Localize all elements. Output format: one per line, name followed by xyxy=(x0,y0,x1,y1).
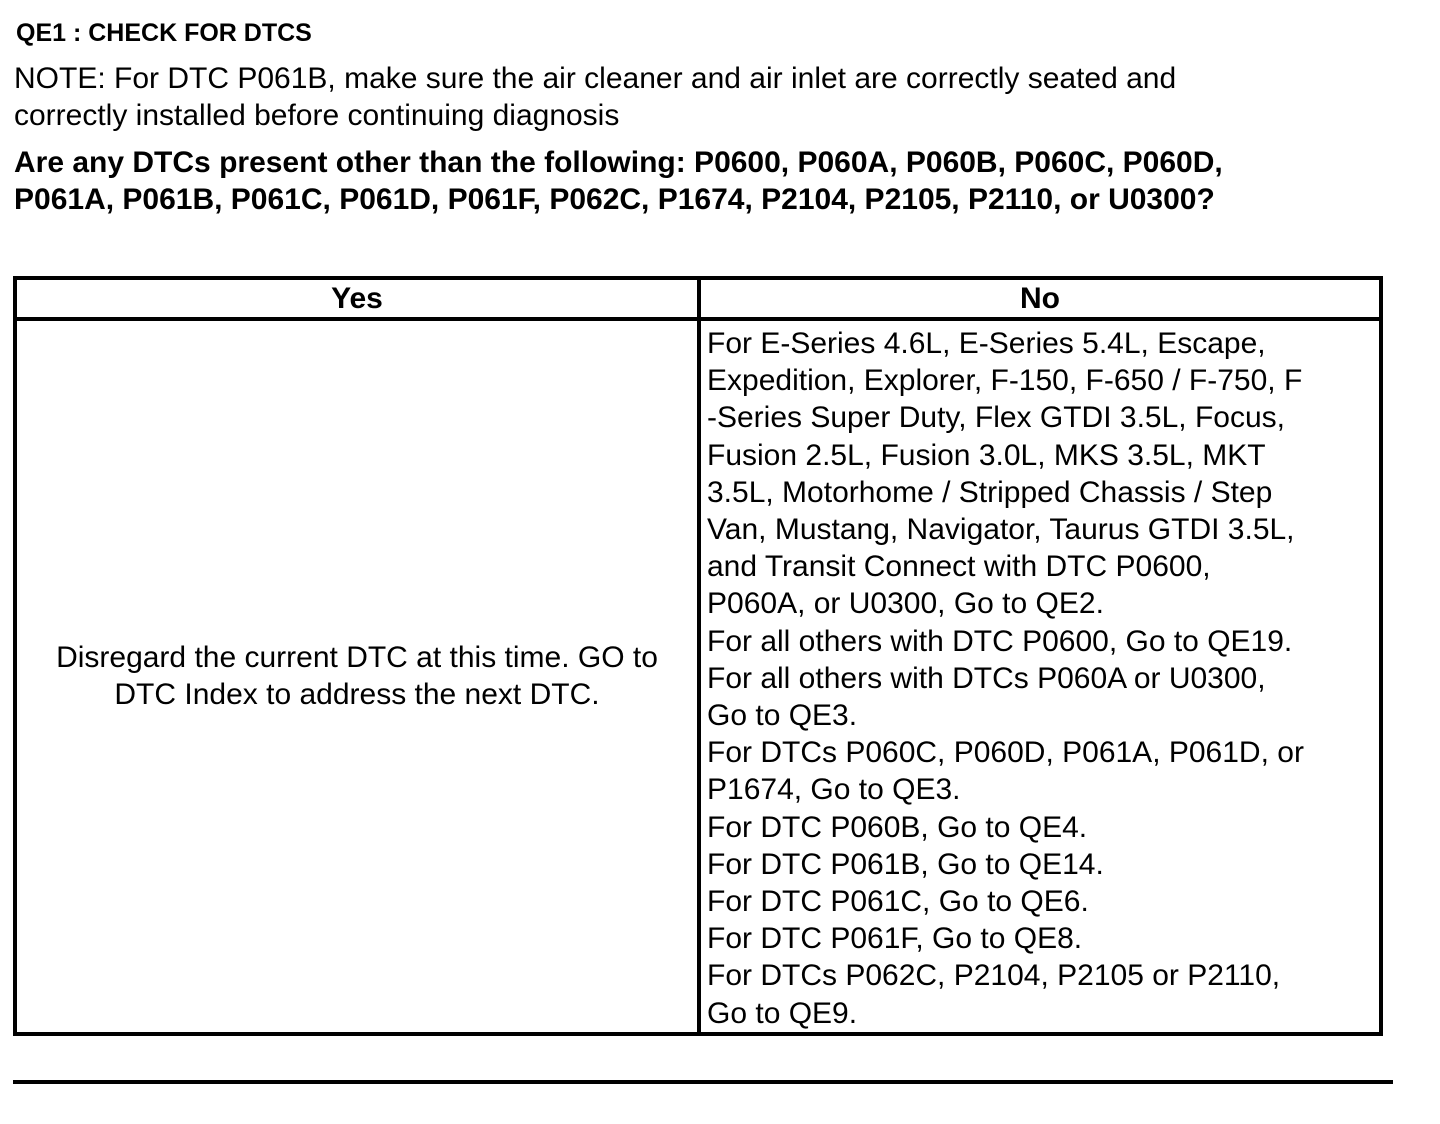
no-action-line: For all others with DTCs P060A or U0300, xyxy=(707,661,1266,695)
yes-action-line: DTC Index to address the next DTC. xyxy=(114,678,600,712)
no-action-line: For DTCs P062C, P2104, P2105 or P2110, xyxy=(707,959,1281,993)
bottom-divider xyxy=(13,1080,1393,1084)
no-action-line: Go to QE9. xyxy=(707,996,858,1030)
no-action-line: For E-Series 4.6L, E-Series 5.4L, Escape, xyxy=(707,327,1266,360)
no-action-cell xyxy=(699,319,1381,1034)
question-line: Are any DTCs present other than the following: P0600, P060A, P060B, P060C, P060D, xyxy=(14,146,1223,179)
no-action-line: Go to QE3. xyxy=(707,699,858,733)
no-action-line: For all others with DTC P0600, Go to QE19. xyxy=(707,624,1293,658)
no-action-line: For DTC P061C, Go to QE6. xyxy=(707,885,1089,919)
no-action-line: Van, Mustang, Navigator, Taurus GTDI 3.5L, xyxy=(707,513,1295,547)
no-action-line: Fusion 2.5L, Fusion 3.0L, MKS 3.5L, MKT xyxy=(707,438,1266,472)
section-heading: QE1 : CHECK FOR DTCS xyxy=(16,19,312,47)
question-line: P061A, P061B, P061C, P061D, P061F, P062C, P1674, P2104, P2105, P2110, or U0300? xyxy=(14,183,1215,216)
table-header-row xyxy=(15,278,1381,319)
no-action-line: -Series Super Duty, Flex GTDI 3.5L, Focus, xyxy=(707,401,1285,435)
no-column-header: No xyxy=(699,278,1381,319)
no-action-line: P1674, Go to QE3. xyxy=(707,773,961,807)
no-action-line: and Transit Connect with DTC P0600, xyxy=(707,550,1211,584)
no-action-line: For DTC P061B, Go to QE14. xyxy=(707,847,1104,881)
note-line: NOTE: For DTC P061B, make sure the air cleaner and air inlet are correctly seated and xyxy=(14,62,1177,95)
no-action-line: Expedition, Explorer, F-150, F-650 / F-750, F xyxy=(707,364,1303,398)
table-row xyxy=(15,319,1381,1034)
yes-action-line: Disregard the current DTC at this time. GO to xyxy=(56,641,658,675)
no-action-line: P060A, or U0300, Go to QE2. xyxy=(707,587,1104,621)
no-action-line: For DTC P060B, Go to QE4. xyxy=(707,810,1088,844)
no-action-line: For DTCs P060C, P060D, P061A, P061D, or xyxy=(707,736,1304,770)
decision-table xyxy=(13,276,1383,1036)
diagnosis-note xyxy=(14,60,1374,134)
no-action-line: 3.5L, Motorhome / Stripped Chassis / Step xyxy=(707,475,1273,509)
note-line: correctly installed before continuing diagnosis xyxy=(14,99,620,132)
no-action-line: For DTC P061F, Go to QE8. xyxy=(707,922,1083,956)
yes-action-cell xyxy=(15,319,699,1034)
dtc-question xyxy=(14,144,1414,218)
yes-column-header: Yes xyxy=(15,278,699,319)
